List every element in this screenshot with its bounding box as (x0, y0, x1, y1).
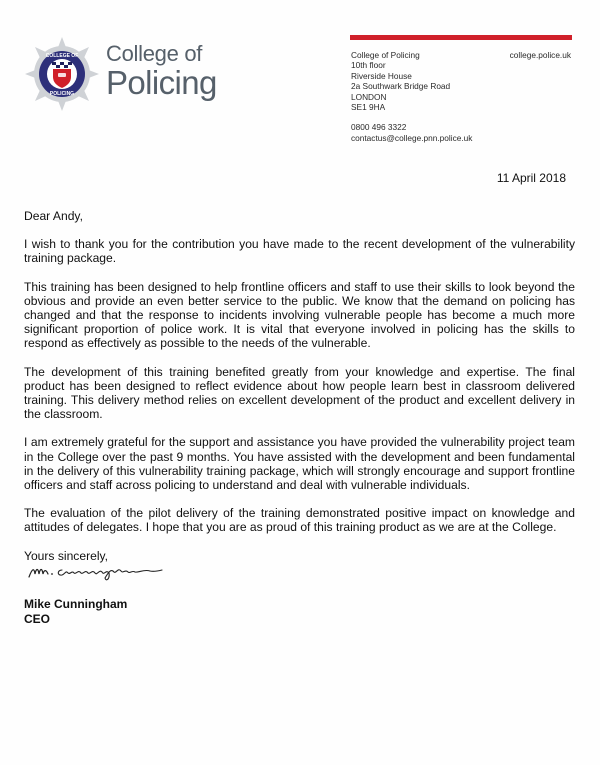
signatory-title: CEO (24, 611, 51, 626)
college-of-policing-logo (24, 36, 224, 112)
closing: Yours sincerely, (24, 548, 109, 563)
letter-body (24, 209, 575, 577)
salutation: Dear Andy, (24, 209, 83, 223)
address-line: Riverside House (351, 70, 412, 81)
address-line: 2a Southwark Bridge Road (351, 81, 451, 92)
signatory-name: Mike Cunningham (24, 597, 128, 611)
paragraph: This training has been designed to help frontline officers and staff to use their skills to look beyond the obvious and provide an even better service to the public. We know that the demand on policing has changed and that the response to incidents involving vulnerable people has become a much more significant proportion of police work. It is vital that everyone involved in policing has the skills to respond as effectively as possible to the needs of the vulnerable. (24, 279, 575, 351)
accent-bar (350, 35, 572, 40)
handwritten-signature-icon (26, 557, 186, 583)
address-line: 10th floor (351, 60, 386, 71)
letter-date: 11 April 2018 (496, 171, 566, 185)
paragraph: The development of this training benefited greatly from your knowledge and expertise. The final product has been designed to reflect evidence about how people learn best in classroom delivered training. This delivery method relies on excellent development of the product and excellent delivery in the classroom. (24, 364, 575, 422)
signatory-block (24, 597, 127, 626)
website-link[interactable]: college.police.uk (509, 50, 571, 60)
paragraph: I wish to thank you for the contribution you have made to the recent development of the vulnerability training package. (24, 237, 575, 266)
spacer (351, 112, 472, 122)
wordmark (106, 43, 217, 99)
badge-top-text: COLLEGE OF (45, 53, 79, 59)
wordmark-line1: College of (106, 41, 203, 66)
paragraph: I am extremely grateful for the support and assistance you have provided the vulnerability project team in the College over the past 9 months. You have assisted with the development and been fundamental in the delivery of this vulnerability training package, which will strongly encourage and support frontline officers and staff across policing to understand and deal with vulnerable individuals. (24, 435, 575, 493)
badge-bottom-text: POLICING (49, 91, 75, 97)
address-line: SE1 9HA (351, 102, 386, 113)
paragraph: The evaluation of the pilot delivery of the training demonstrated positive impact on knowledge and attitudes of delegates. I hope that you are as proud of this training product as we are at the College. (24, 506, 575, 535)
address-line: College of Policing (351, 50, 420, 60)
sender-address (351, 50, 472, 143)
address-line: LONDON (351, 91, 387, 102)
police-star-badge-icon (24, 36, 100, 112)
wordmark-line2: Policing (106, 64, 217, 101)
phone-number: 0800 496 3322 (351, 122, 407, 133)
email-address[interactable]: contactus@college.pnn.police.uk (351, 132, 473, 143)
